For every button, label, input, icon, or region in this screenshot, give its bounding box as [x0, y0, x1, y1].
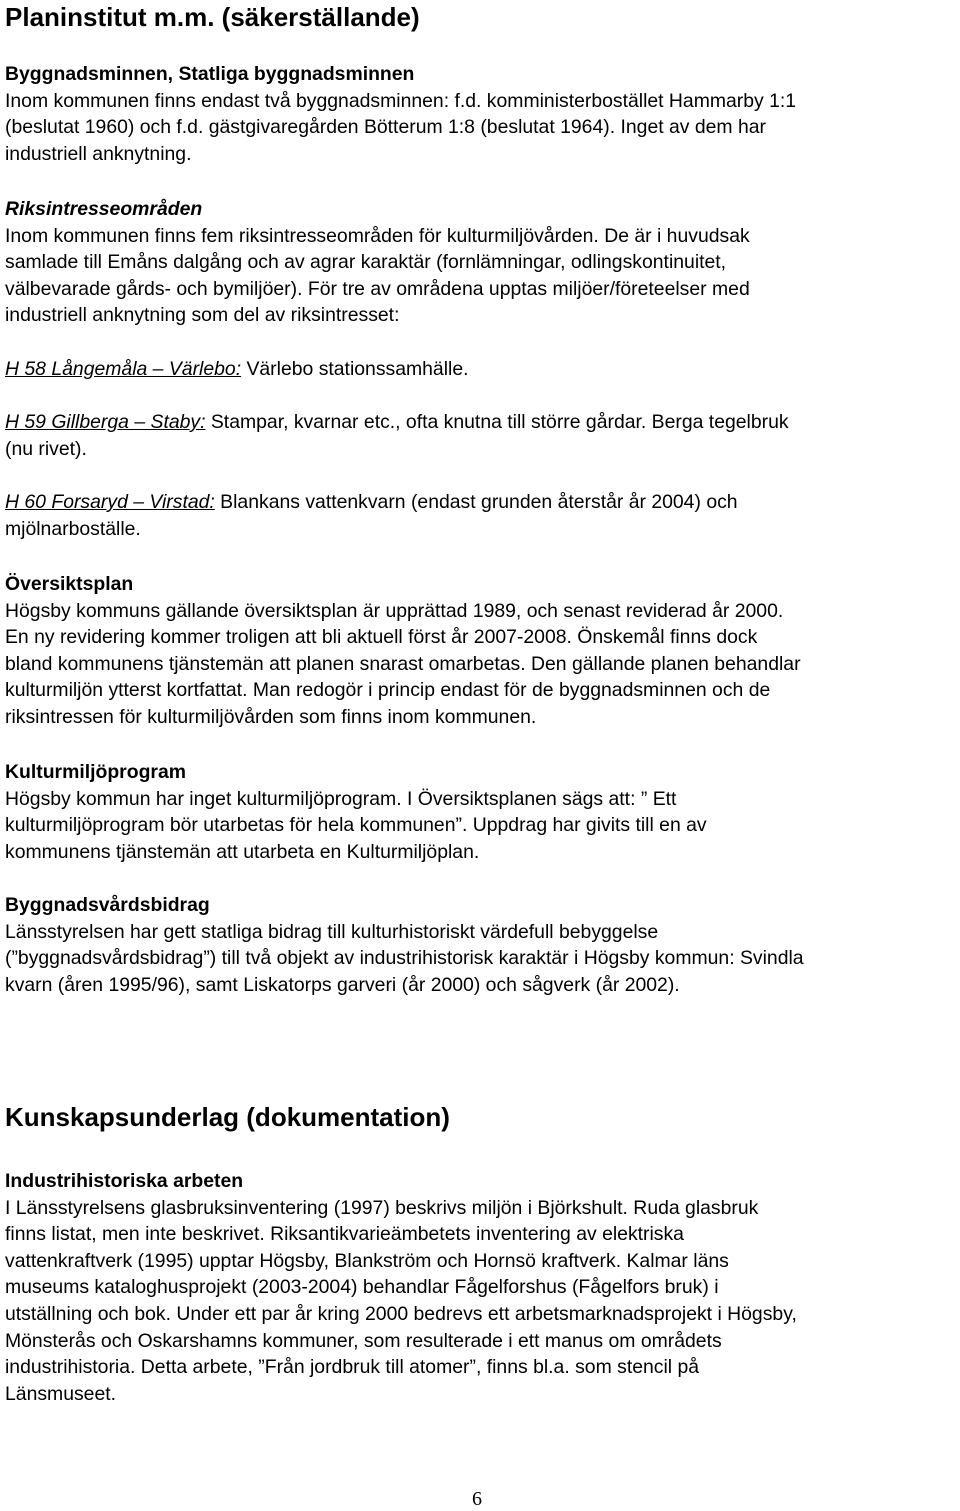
- paragraph-line: (”byggnadsvårdsbidrag”) till två objekt av industrihistorisk karaktär i Högsby kommun: Svindla: [5, 947, 804, 970]
- riksintresse-item-h58: [5, 356, 960, 383]
- paragraph-line: industriell anknytning.: [5, 142, 192, 165]
- paragraph-line: H 59 Gillberga – Staby: Stampar, kvarnar etc., ofta knutna till större gårdar. Berga tegelbruk: [5, 411, 789, 433]
- paragraph-line: Inom kommunen finns fem riksintresseområden för kulturmiljövården. De är i huvudsak: [5, 224, 750, 247]
- section-heading-oversiktsplan: Översiktsplan: [5, 573, 134, 595]
- riksintresse-item-h59: [5, 409, 960, 462]
- riksintresse-item-h60: [5, 489, 960, 542]
- paragraph-line: kulturmiljön ytterst kortfattat. Man redogör i princip endast för de byggnadsminnen och de: [5, 679, 771, 702]
- paragraph-line: En ny revidering kommer troligen att bli aktuell först år 2007-2008. Önskemål finns dock: [5, 626, 758, 649]
- page-title: Planinstitut m.m. (säkerställande): [5, 2, 420, 32]
- paragraph-line: samlade till Emåns dalgång och av agrar karaktär (fornlämningar, odlingskontinuitet,: [5, 251, 727, 274]
- paragraph-line: bland kommunens tjänstemän att planen snarast omarbetas. Den gällande planen behandlar: [5, 652, 801, 675]
- section-heading-riksintresse: Riksintresseområden: [5, 198, 203, 220]
- paragraph-line: utställning och bok. Under ett par år kring 2000 bedrevs ett arbetsmarknadsprojekt i Högsby,: [5, 1302, 797, 1325]
- section-byggnadsvardsbidrag: [5, 892, 960, 998]
- area-reference: H 60 Forsaryd – Virstad:: [5, 491, 215, 513]
- section-industrihistoriska: [5, 1168, 960, 1407]
- section-title-kunskapsunderlag: Kunskapsunderlag (dokumentation): [5, 1102, 450, 1132]
- paragraph-line: H 60 Forsaryd – Virstad: Blankans vattenkvarn (endast grunden återstår år 2004) och: [5, 491, 738, 513]
- section-kulturmiljoprogram: [5, 759, 960, 865]
- paragraph-line: finns listat, men inte beskrivet. Riksantikvarieämbetets inventering av elektriska: [5, 1223, 684, 1246]
- paragraph-line: riksintressen för kulturmiljövården som finns inom kommunen.: [5, 705, 537, 728]
- paragraph-line: industrihistoria. Detta arbete, ”Från jordbruk till atomer”, finns bl.a. som stencil på: [5, 1356, 700, 1379]
- paragraph-line: Inom kommunen finns endast två byggnadsminnen: f.d. komministerbostället Hammarby 1:1: [5, 89, 797, 112]
- paragraph-line: kulturmiljöprogram bör utarbetas för hela kommunen”. Uppdrag har givits till en av: [5, 814, 707, 837]
- paragraph-line: Länsstyrelsen har gett statliga bidrag till kulturhistoriskt värdefull bebyggelse: [5, 920, 659, 943]
- paragraph-line: mjölnarboställe.: [5, 517, 141, 540]
- page-number: 6: [472, 1488, 482, 1510]
- section-oversiktsplan: [5, 571, 960, 731]
- section-heading-byggnadsvardsbidrag: Byggnadsvårdsbidrag: [5, 894, 210, 916]
- paragraph-line: (nu rivet).: [5, 437, 87, 460]
- paragraph-line: H 58 Långemåla – Värlebo: Värlebo stationssamhälle.: [5, 358, 469, 380]
- paragraph-line: industriell anknytning som del av riksintresset:: [5, 304, 400, 327]
- section-heading-byggnadsminnen: Byggnadsminnen, Statliga byggnadsminnen: [5, 63, 415, 85]
- section-byggnadsminnen: [5, 61, 960, 167]
- paragraph-line: I Länsstyrelsens glasbruksinventering (1997) beskrivs miljön i Björkshult. Ruda glasbruk: [5, 1196, 759, 1219]
- paragraph-line: Högsby kommun har inget kulturmiljöprogram. I Översiktsplanen sägs att: ” Ett: [5, 787, 677, 810]
- paragraph-line: Länsmuseet.: [5, 1382, 117, 1405]
- section-heading-kulturmiljoprogram: Kulturmiljöprogram: [5, 761, 186, 783]
- paragraph-line: Högsby kommuns gällande översiktsplan är upprättad 1989, och senast reviderad år 2000.: [5, 599, 784, 622]
- paragraph-line: vattenkraftverk (1995) upptar Högsby, Blankström och Hornsö kraftverk. Kalmar läns: [5, 1249, 729, 1272]
- section-heading-industrihistoriska: Industrihistoriska arbeten: [5, 1170, 244, 1192]
- area-reference: H 58 Långemåla – Värlebo:: [5, 358, 242, 380]
- paragraph-line: (beslutat 1960) och f.d. gästgivaregården Bötterum 1:8 (beslutat 1964). Inget av dem har: [5, 116, 766, 139]
- paragraph-line: kvarn (åren 1995/96), samt Liskatorps garveri (år 2000) och sågverk (år 2002).: [5, 973, 680, 996]
- paragraph-line: välbevarade gårds- och bymiljöer). För tre av områdena upptas miljöer/företeelser med: [5, 277, 750, 300]
- area-reference: H 59 Gillberga – Staby:: [5, 411, 206, 433]
- paragraph-line: museums kataloghusprojekt (2003-2004) behandlar Fågelforshus (Fågelfors bruk) i: [5, 1276, 719, 1299]
- paragraph-line: kommunens tjänstemän att utarbeta en Kulturmiljöplan.: [5, 840, 480, 863]
- section-riksintresse: [5, 196, 960, 329]
- paragraph-line: Mönsterås och Oskarshamns kommuner, som resulterade i ett manus om områdets: [5, 1329, 722, 1352]
